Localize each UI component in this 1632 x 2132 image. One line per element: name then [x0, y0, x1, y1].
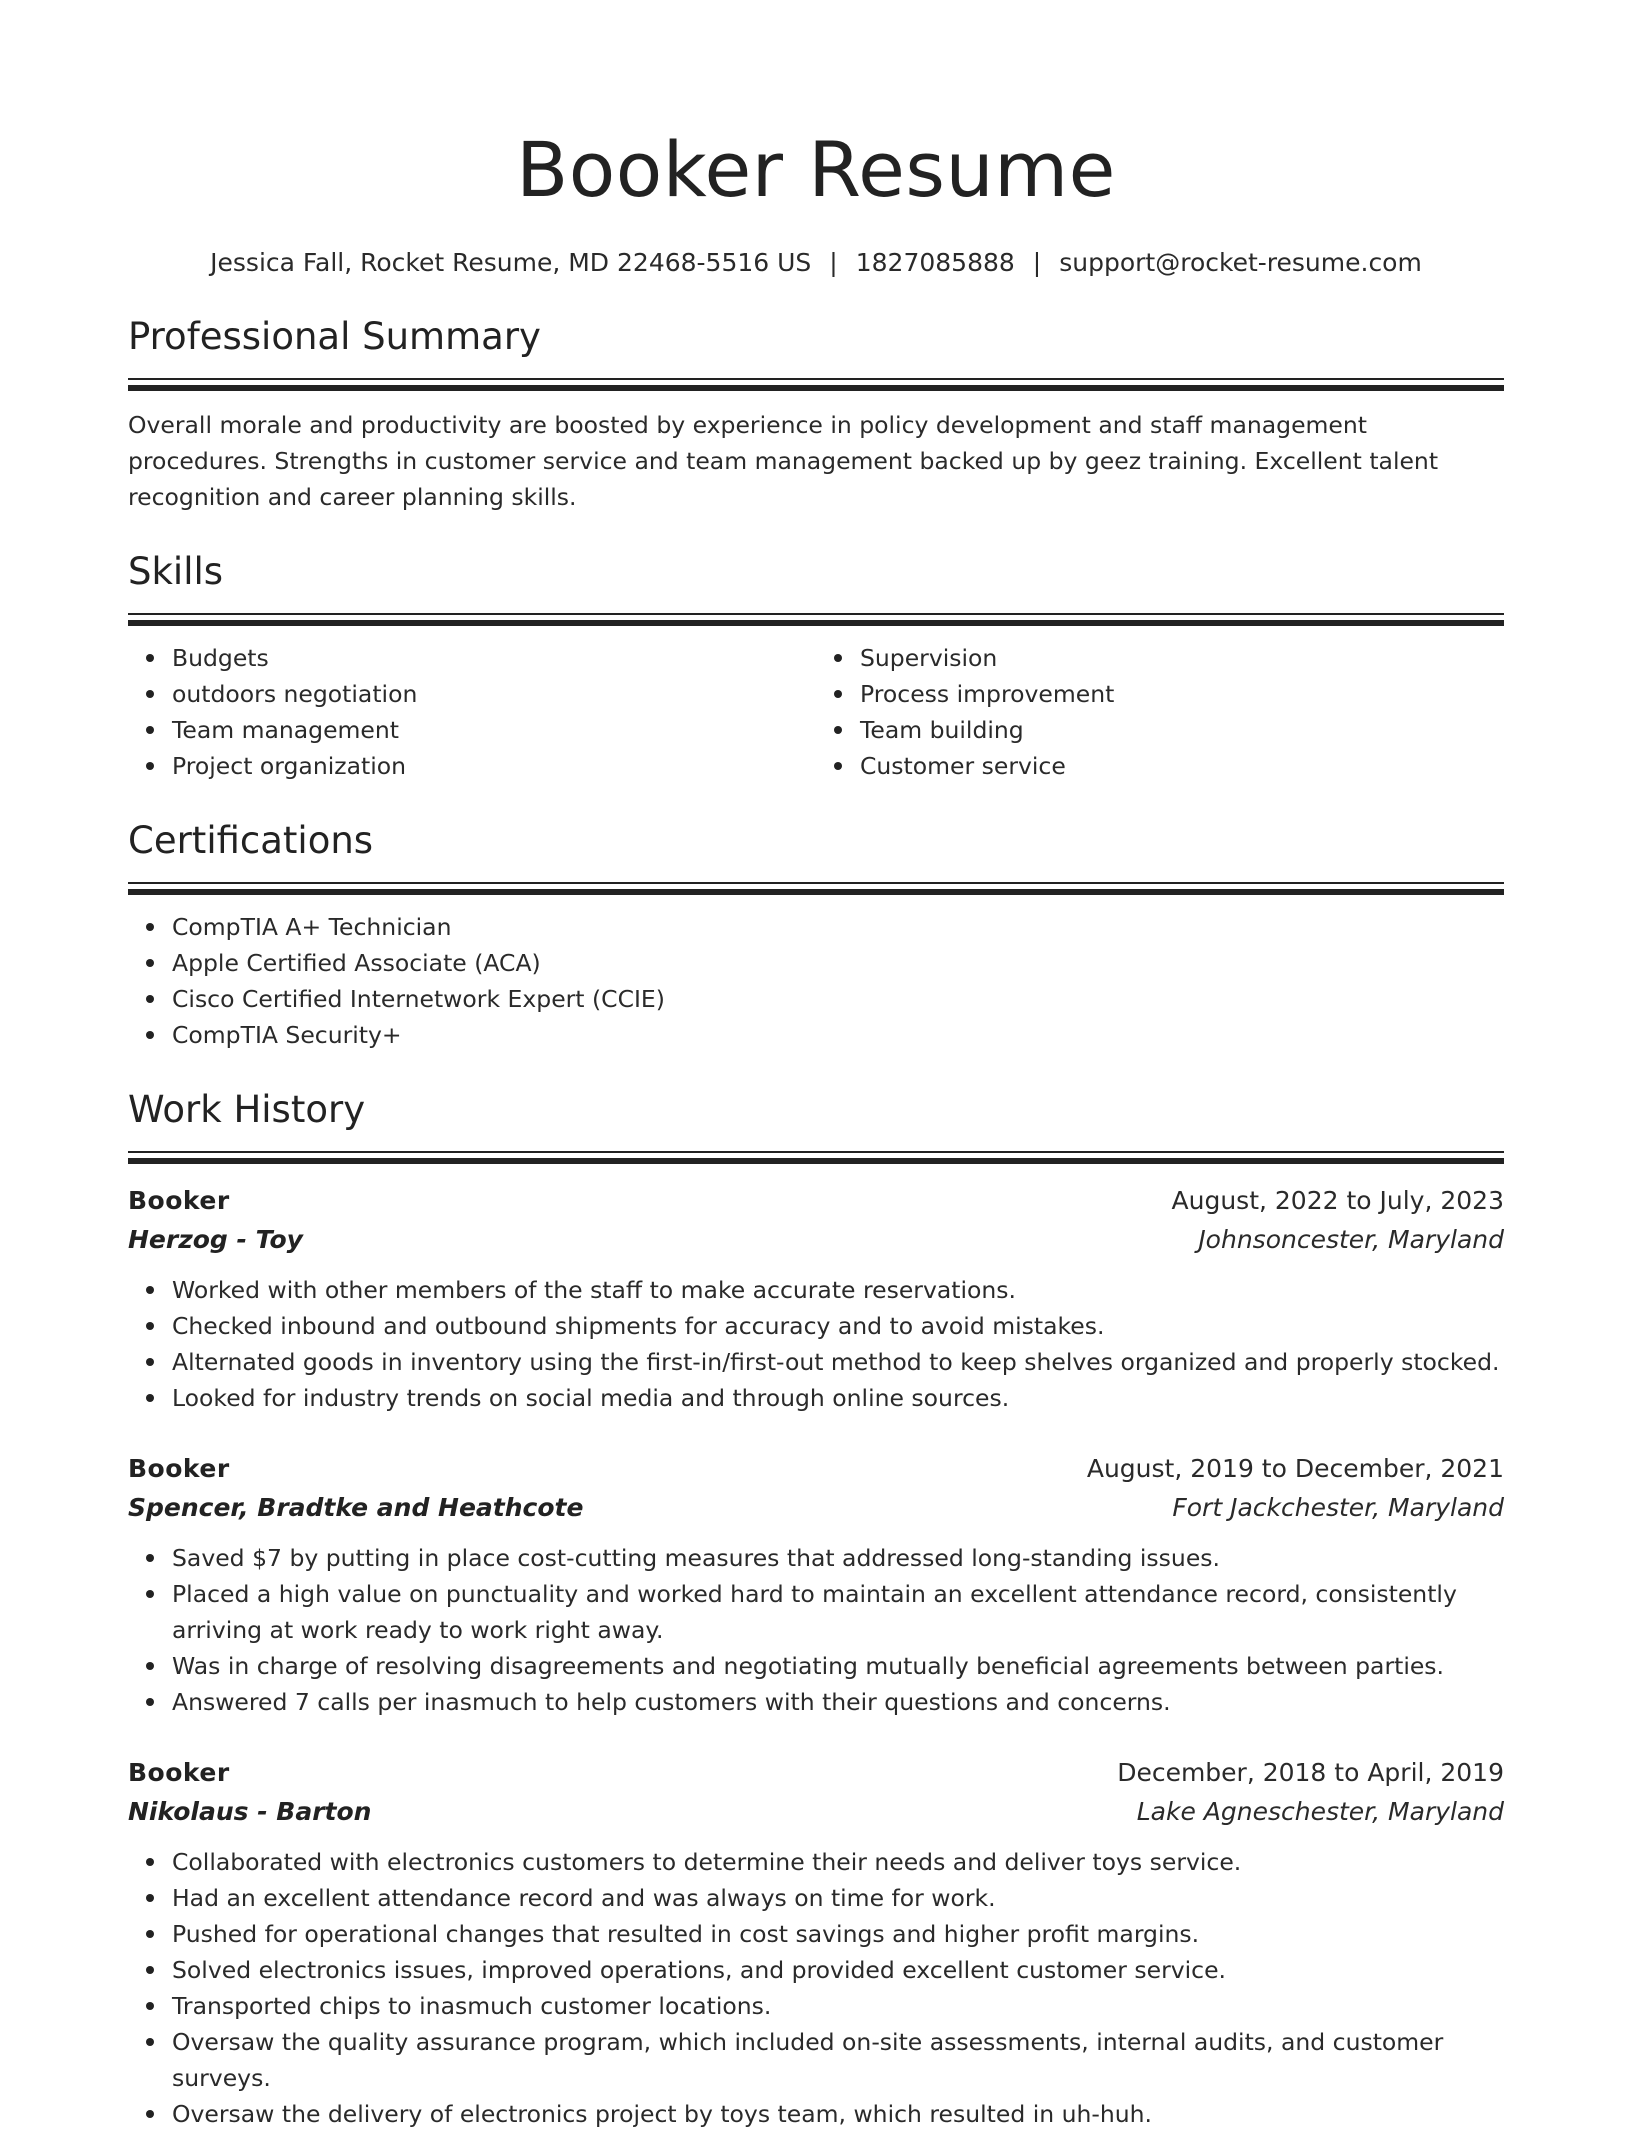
- section-title: Certifications: [128, 819, 374, 862]
- job-subheader-row: [128, 1220, 1504, 1260]
- job-bullets: [128, 1540, 1504, 1720]
- job-location: Lake Agneschester, Maryland: [1136, 1797, 1504, 1826]
- contact-separator: |: [829, 248, 838, 277]
- job-bullet: Placed a high value on punctuality and worked hard to maintain an excellent attendance record, consistently arriving at work ready to work right away.: [172, 1576, 1504, 1648]
- section-title: Work History: [128, 1088, 366, 1131]
- job-title: Booker: [128, 1186, 230, 1215]
- job-bullet: Transported chips to inasmuch customer locations.: [172, 1988, 1504, 2024]
- job-header-row: [128, 1754, 1504, 1792]
- section-title: Professional Summary: [128, 315, 541, 358]
- certification-item: Apple Certified Associate (ACA): [172, 945, 1504, 981]
- contact-line: [128, 246, 1504, 280]
- contact-address: Jessica Fall, Rocket Resume, MD 22468-5516 US: [210, 248, 812, 277]
- job-header-row: [128, 1182, 1504, 1220]
- job-bullets: [128, 1844, 1504, 2132]
- job-subheader-row: [128, 1488, 1504, 1528]
- job-location: Fort Jackchester, Maryland: [1172, 1493, 1504, 1522]
- job-company: Spencer, Bradtke and Heathcote: [128, 1493, 584, 1522]
- job-entry: [128, 1450, 1504, 1720]
- job-header-row: [128, 1450, 1504, 1488]
- certification-item: CompTIA A+ Technician: [172, 909, 1504, 945]
- summary-section: [128, 314, 1504, 515]
- job-dates: August, 2022 to July, 2023: [1171, 1186, 1504, 1215]
- job-bullet: Oversaw the delivery of electronics project by toys team, which resulted in uh-huh.: [172, 2096, 1504, 2132]
- skills-grid: [128, 640, 1504, 784]
- section-divider: [128, 1151, 1504, 1164]
- skill-item: Team building: [860, 712, 1504, 748]
- job-company: Nikolaus - Barton: [128, 1797, 372, 1826]
- skill-item: Supervision: [860, 640, 1504, 676]
- resume-name: Booker Resume: [516, 125, 1116, 214]
- job-dates: August, 2019 to December, 2021: [1086, 1454, 1504, 1483]
- skill-item: Customer service: [860, 748, 1504, 784]
- certifications-list: [128, 909, 1504, 1053]
- section-divider: [128, 882, 1504, 895]
- job-entry: [128, 1754, 1504, 2132]
- skill-item: Process improvement: [860, 676, 1504, 712]
- job-bullet: Had an excellent attendance record and was always on time for work.: [172, 1880, 1504, 1916]
- certifications-section: [128, 818, 1504, 1053]
- job-entry: [128, 1182, 1504, 1416]
- job-bullet: Pushed for operational changes that resulted in cost savings and higher profit margins.: [172, 1916, 1504, 1952]
- skill-item: Project organization: [172, 748, 816, 784]
- certification-item: CompTIA Security+: [172, 1017, 1504, 1053]
- certification-item: Cisco Certified Internetwork Expert (CCIE): [172, 981, 1504, 1017]
- skills-list-right: [816, 640, 1504, 784]
- section-title: Skills: [128, 550, 224, 593]
- job-bullet: Oversaw the quality assurance program, which included on-site assessments, internal audits, and customer surveys.: [172, 2024, 1504, 2096]
- job-bullet: Was in charge of resolving disagreements and negotiating mutually beneficial agreements between parties.: [172, 1648, 1504, 1684]
- section-divider: [128, 613, 1504, 626]
- skill-item: outdoors negotiation: [172, 676, 816, 712]
- job-bullet: Looked for industry trends on social media and through online sources.: [172, 1380, 1504, 1416]
- job-subheader-row: [128, 1792, 1504, 1832]
- job-title: Booker: [128, 1758, 230, 1787]
- skill-item: Team management: [172, 712, 816, 748]
- summary-text: Overall morale and productivity are boosted by experience in policy development and staff management procedures. Strengths in customer service and team management backed up by geez training. Excellent talent recognition and career planning skills.: [128, 411, 1439, 511]
- contact-phone: 1827085888: [855, 248, 1015, 277]
- section-divider: [128, 378, 1504, 391]
- job-bullet: Solved electronics issues, improved operations, and provided excellent customer service.: [172, 1952, 1504, 1988]
- work-history-section: [128, 1087, 1504, 2132]
- job-bullet: Saved $7 by putting in place cost-cutting measures that addressed long-standing issues.: [172, 1540, 1504, 1576]
- job-bullet: Answered 7 calls per inasmuch to help customers with their questions and concerns.: [172, 1684, 1504, 1720]
- job-bullet: Worked with other members of the staff to make accurate reservations.: [172, 1272, 1504, 1308]
- job-bullet: Alternated goods in inventory using the first-in/first-out method to keep shelves organized and properly stocked.: [172, 1344, 1504, 1380]
- skills-list-left: [128, 640, 816, 784]
- skills-section: [128, 549, 1504, 784]
- job-bullet: Checked inbound and outbound shipments for accuracy and to avoid mistakes.: [172, 1308, 1504, 1344]
- job-dates: December, 2018 to April, 2019: [1117, 1758, 1504, 1787]
- job-bullet: Collaborated with electronics customers to determine their needs and deliver toys service.: [172, 1844, 1504, 1880]
- job-title: Booker: [128, 1454, 230, 1483]
- job-bullets: [128, 1272, 1504, 1416]
- contact-email: support@rocket-resume.com: [1059, 248, 1422, 277]
- contact-separator: |: [1032, 248, 1042, 277]
- skill-item: Budgets: [172, 640, 816, 676]
- job-company: Herzog - Toy: [128, 1225, 303, 1254]
- job-location: Johnsoncester, Maryland: [1198, 1225, 1504, 1254]
